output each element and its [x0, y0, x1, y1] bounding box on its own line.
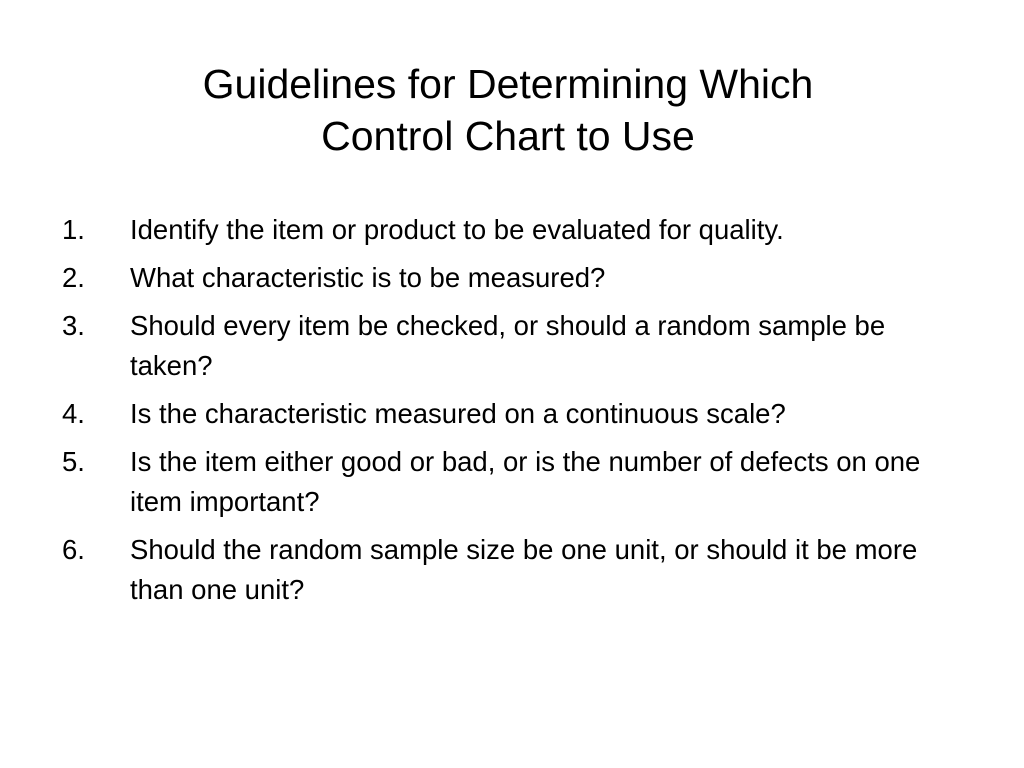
list-item-number: 6. — [62, 534, 85, 565]
list-item-text: Is the item either good or bad, or is the number of defects on one item important? — [130, 446, 921, 517]
list-item-number: 3. — [62, 310, 85, 341]
list-item — [62, 530, 972, 610]
slide-title-line-1: Guidelines for Determining Which — [202, 61, 814, 107]
list-item-text: Identify the item or product to be evaluated for quality. — [130, 214, 784, 245]
guideline-list — [62, 210, 972, 618]
list-item-number: 5. — [62, 446, 85, 477]
list-item-number: 4. — [62, 398, 85, 429]
list-item — [62, 394, 972, 434]
list-item — [62, 442, 972, 522]
list-item-text: Should the random sample size be one unit, or should it be more than one unit? — [130, 534, 918, 605]
list-item-text: What characteristic is to be measured? — [130, 262, 606, 293]
slide-title-line-2: Control Chart to Use — [321, 113, 695, 159]
list-item-number: 1. — [62, 214, 85, 245]
list-item-number: 2. — [62, 262, 85, 293]
list-item — [62, 306, 972, 386]
slide-title — [0, 58, 1020, 162]
list-item — [62, 210, 972, 250]
list-item — [62, 258, 972, 298]
list-item-text: Is the characteristic measured on a continuous scale? — [130, 398, 786, 429]
list-item-text: Should every item be checked, or should a random sample be taken? — [130, 310, 886, 381]
